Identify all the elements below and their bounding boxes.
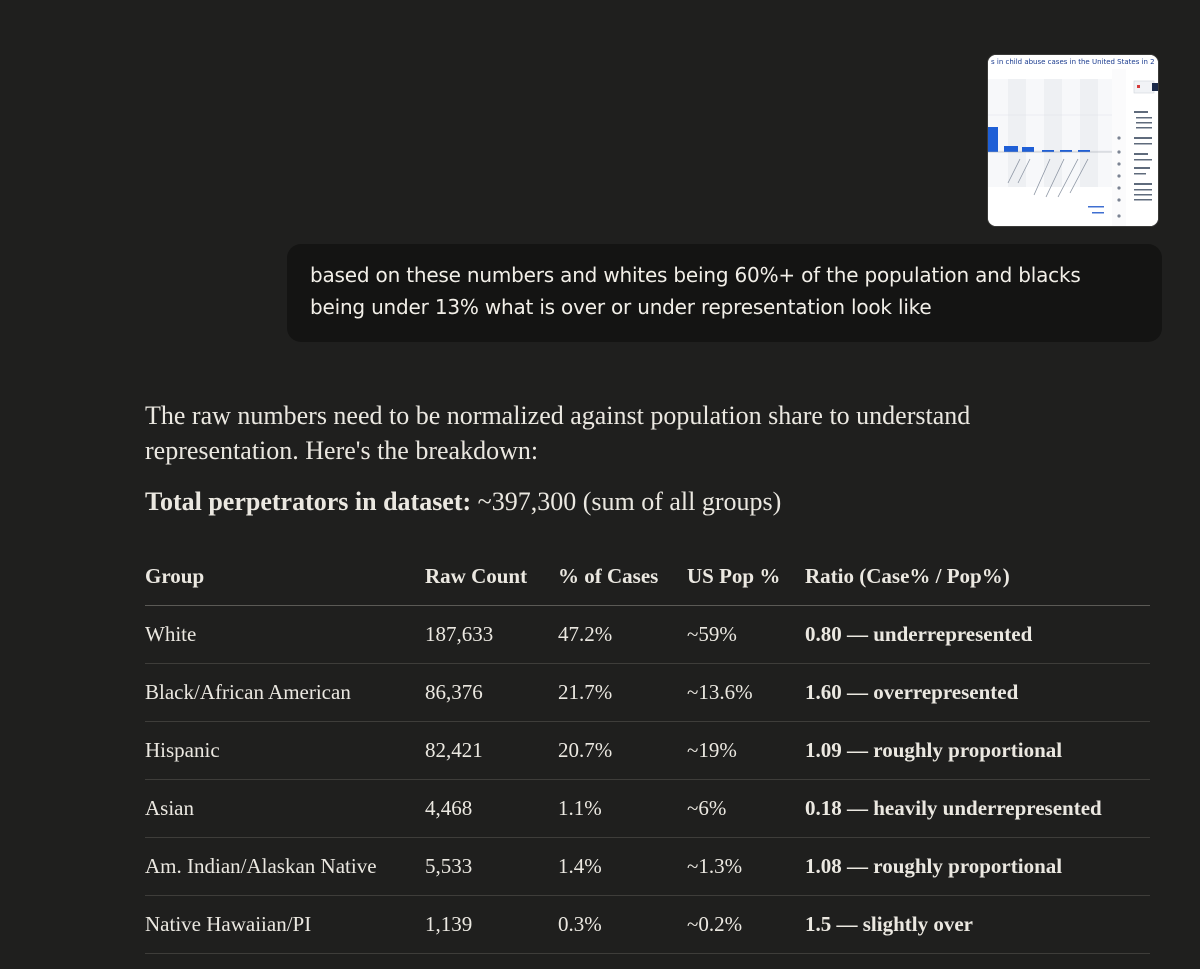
table-row (145, 664, 1150, 722)
cell-raw-count: 187,633 (425, 606, 558, 664)
cell-percent-cases: 1.4% (558, 838, 687, 896)
cell-group: Black/African American (145, 664, 425, 722)
cell-us-pop: ~19% (687, 722, 805, 780)
cell-ratio: 1.5 — slightly over (805, 896, 1150, 954)
cell-us-pop: ~6% (687, 780, 805, 838)
cell-us-pop: ~59% (687, 606, 805, 664)
table-row (145, 780, 1150, 838)
cell-group: White (145, 606, 425, 664)
cell-ratio: 0.18 — heavily underrepresented (805, 780, 1150, 838)
cell-ratio: 1.08 — roughly proportional (805, 838, 1150, 896)
attached-image-thumbnail[interactable] (988, 55, 1158, 226)
cell-raw-count: 1,139 (425, 896, 558, 954)
total-label: Total perpetrators in dataset: (145, 487, 472, 516)
cell-group: Am. Indian/Alaskan Native (145, 838, 425, 896)
table-header-row (145, 547, 1150, 606)
cell-us-pop: ~13.6% (687, 664, 805, 722)
header-us-pop-percent: US Pop % (687, 547, 805, 606)
cell-raw-count: 4,468 (425, 780, 558, 838)
response-total (145, 484, 1155, 519)
cell-ratio: 1.09 — roughly proportional (805, 722, 1150, 780)
cell-us-pop: ~0.2% (687, 896, 805, 954)
table-row (145, 896, 1150, 954)
cell-percent-cases: 21.7% (558, 664, 687, 722)
header-raw-count: Raw Count (425, 547, 558, 606)
response-intro (145, 398, 1155, 468)
header-ratio: Ratio (Case% / Pop%) (805, 547, 1150, 606)
table-row (145, 722, 1150, 780)
response-intro-line-2: representation. Here's the breakdown: (145, 436, 539, 465)
cell-percent-cases: 1.1% (558, 780, 687, 838)
header-group: Group (145, 547, 425, 606)
cell-percent-cases: 47.2% (558, 606, 687, 664)
user-message-bubble (287, 244, 1162, 342)
cell-ratio: 1.60 — overrepresented (805, 664, 1150, 722)
cell-percent-cases: 20.7% (558, 722, 687, 780)
cell-raw-count: 82,421 (425, 722, 558, 780)
cell-group: Hispanic (145, 722, 425, 780)
cell-us-pop: ~1.3% (687, 838, 805, 896)
cell-raw-count: 86,376 (425, 664, 558, 722)
cell-percent-cases: 0.3% (558, 896, 687, 954)
table-row (145, 606, 1150, 664)
cell-ratio: 0.80 — underrepresented (805, 606, 1150, 664)
thumbnail-preview (988, 55, 1158, 226)
cell-raw-count: 5,533 (425, 838, 558, 896)
header-percent-of-cases: % of Cases (558, 547, 687, 606)
total-value: ~397,300 (sum of all groups) (471, 487, 782, 516)
user-message-line-2: being under 13% what is over or under representation look like (310, 295, 932, 319)
table-row (145, 838, 1150, 896)
cell-group: Asian (145, 780, 425, 838)
assistant-response (145, 398, 1155, 954)
user-message-line-1: based on these numbers and whites being 60%+ of the population and blacks (310, 263, 1081, 287)
response-intro-line-1: The raw numbers need to be normalized against population share to understand (145, 401, 971, 430)
thumbnail-caption: s in child abuse cases in the United States in 2 (991, 58, 1155, 66)
cell-group: Native Hawaiian/PI (145, 896, 425, 954)
representation-table (145, 547, 1150, 954)
